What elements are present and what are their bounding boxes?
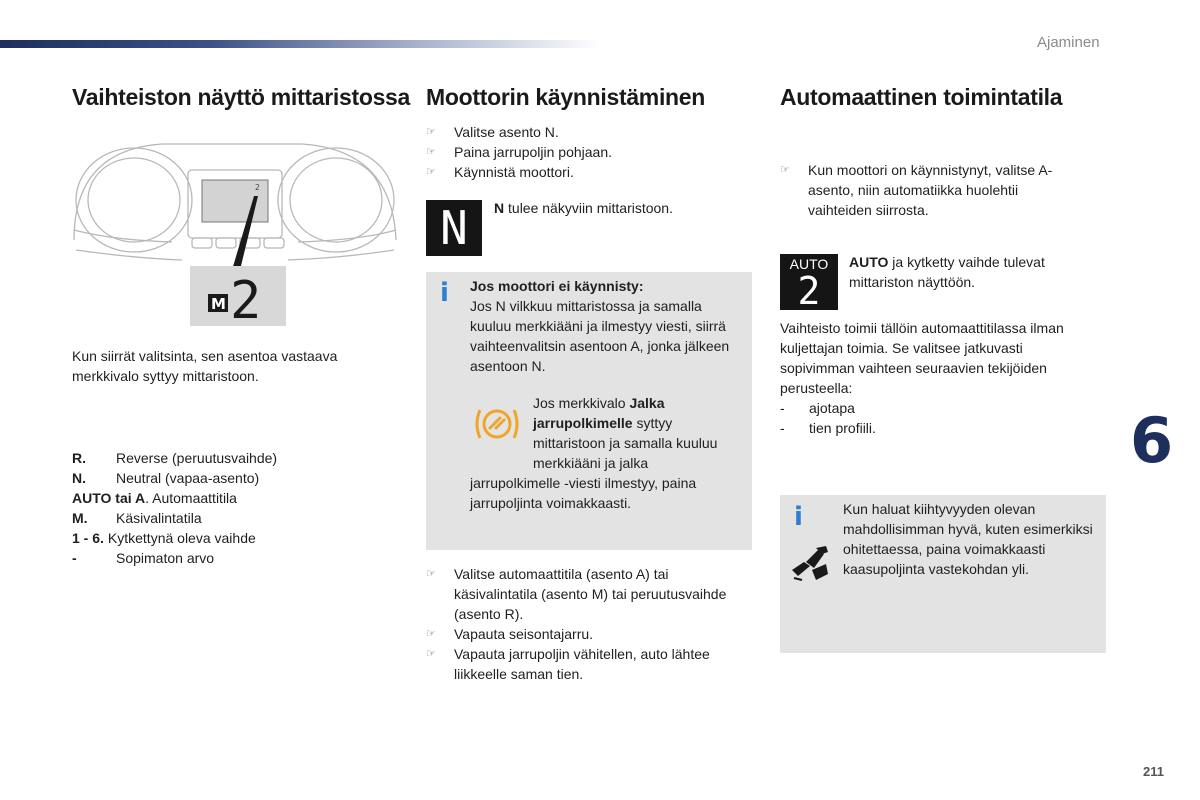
cluster-mode: M xyxy=(211,295,226,313)
legend-row: M. Käsivalintatila xyxy=(72,510,202,526)
chapter-number: 6 xyxy=(1130,404,1174,477)
list-item: ☞ Valitse asento N. xyxy=(426,122,746,142)
section-title-auto-mode: Automaattinen toimintatila xyxy=(780,84,1063,110)
auto-note: AUTO ja kytketty vaihde tulevat mittariston näyttöön. xyxy=(849,254,1045,290)
section-title-gear-display: Vaihteiston näyttö mittaristossa xyxy=(72,84,411,110)
brake-warning-text: Jos merkkivalo Jalka jarrupolkimelle syttyy mittaristoon ja samalla kuuluu merkkiääni ja jalka xyxy=(533,395,718,471)
legend-row: 1 - 6. Kytkettynä oleva vaihde xyxy=(72,530,256,546)
info-heading: Jos moottori ei käynnisty: xyxy=(470,278,644,294)
list-item: ☞ Vapauta jarrupoljin vähitellen, auto lähtee liikkeelle saman tien. xyxy=(426,644,746,684)
brake-warning-icon xyxy=(472,404,522,444)
gear-legend xyxy=(72,448,277,568)
n-gear-indicator: N xyxy=(426,200,482,256)
cluster-gear: 2 xyxy=(230,271,262,330)
header-bar xyxy=(0,40,600,48)
svg-text:2: 2 xyxy=(255,183,260,192)
instrument-cluster-icon xyxy=(72,130,398,330)
accelerator-pedal-icon xyxy=(788,544,832,584)
section-title-engine-start: Moottorin käynnistäminen xyxy=(426,84,706,110)
auto-gear-indicator: AUTO 2 xyxy=(780,254,838,310)
legend-row: R. Reverse (peruutusvaihde) xyxy=(72,450,278,466)
auto-body: Vaihteisto toimii tällöin automaattitilassa ilman kuljettajan toimia. Se valitsee jatkuvasti sopivimman vaihteen seuraavien tekijöiden perusteella: xyxy=(780,320,1064,396)
cluster-intro: Kun siirrät valitsinta, sen asentoa vastaava merkkivalo syttyy mittaristoon. xyxy=(72,348,338,384)
instrument-cluster-illustration xyxy=(72,130,398,330)
list-item: ☞ Kun moottori on käynnistynyt, valitse A-asento, niin automatiikka huolehtii vaihteiden siirrosta. xyxy=(780,160,1080,220)
chapter-title: Ajaminen xyxy=(1037,34,1100,51)
start-steps xyxy=(426,122,746,182)
list-item: ☞ Vapauta seisontajarru. xyxy=(426,624,746,644)
legend-row: - Sopimaton arvo xyxy=(72,550,215,566)
list-item: ☞ Käynnistä moottori. xyxy=(426,162,746,182)
list-item: ☞ Valitse automaattitila (asento A) tai käsivalintatila (asento M) tai peruutusvaihde (asento R). xyxy=(426,564,746,624)
list-item: - ajotapa xyxy=(780,400,855,416)
list-item: ☞ Paina jarrupoljin pohjaan. xyxy=(426,142,746,162)
legend-row: AUTO tai A. Automaattitila xyxy=(72,490,237,506)
drive-steps xyxy=(426,564,746,684)
legend-row: N. Neutral (vapaa-asento) xyxy=(72,470,260,486)
n-note: N tulee näkyviin mittaristoon. xyxy=(494,200,673,216)
auto-step xyxy=(780,160,1080,220)
factor-list xyxy=(780,398,980,438)
info-icon: i xyxy=(440,278,449,308)
acceleration-info-text: Kun haluat kiihtyvyyden olevan mahdollisimman hyvä, kuten esimerkiksi ohitettaessa, paina voimakkaasti kaasupoljinta vastekohdan yli. xyxy=(843,501,1093,577)
info-icon: i xyxy=(794,502,803,532)
brake-warning-text-2: jarrupolkimelle -viesti ilmestyy, paina jarrupoljinta voimakkaasti. xyxy=(470,475,697,511)
info-text: Jos N vilkkuu mittaristossa ja samalla kuuluu merkkiääni ja ilmestyy viesti, siirrä vaihteenvalitsin asentoon A, jonka jälkeen asentoon N. xyxy=(470,298,730,374)
list-item: - tien profiili. xyxy=(780,420,876,436)
page-number: 211 xyxy=(1143,764,1164,779)
